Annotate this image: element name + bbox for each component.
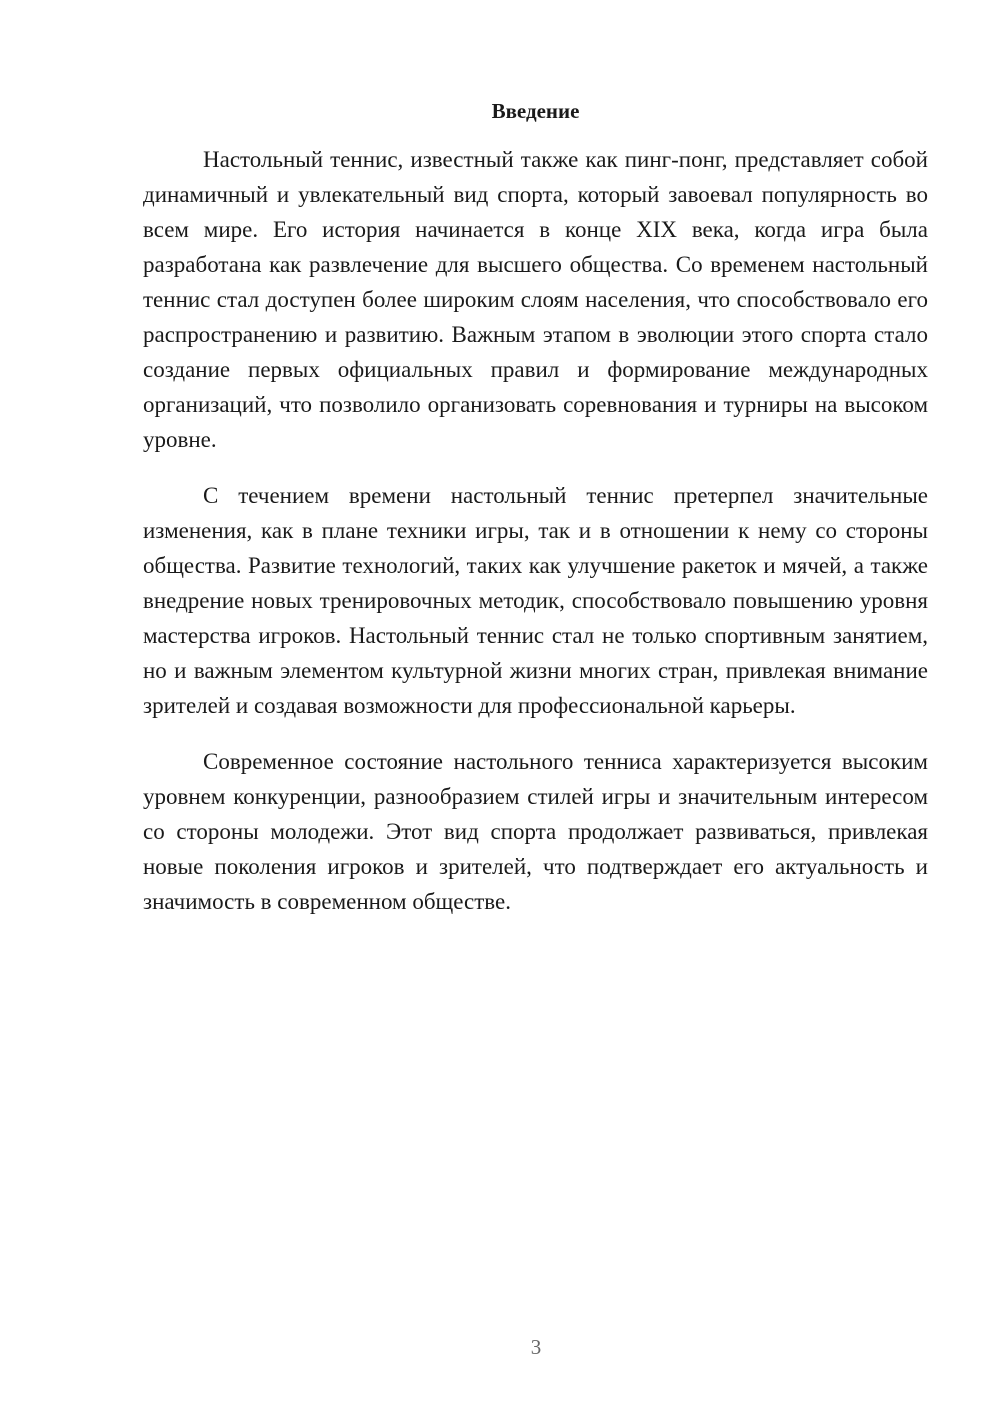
body-text xyxy=(143,142,928,940)
paragraph-2: С течением времени настольный теннис претерпел значительные изменения, как в плане техники игры, так и в отношении к нему со стороны общества. Развитие технологий, таких как улучшение ракеток и мячей, а также внедрение новых тренировочных методик, способствовало повышению уровня мастерства игроков. Настольный теннис стал не только спортивным занятием, но и важным элементом культурной жизни многих стран, привлекая внимание зрителей и создавая возможности для профессиональной карьеры. xyxy=(143,483,928,718)
section-heading: Введение xyxy=(491,99,580,123)
paragraph-1: Настольный теннис, известный также как пинг-понг, представляет собой динамичный и увлекательный вид спорта, который завоевал популярность во всем мире. Его история начинается в конце XIX века, когда игра была разработана как развлечение для высшего общества. Со временем настольный теннис стал доступен более широким слоям населения, что способствовало его распространению и развитию. Важным этапом в эволюции этого спорта стало создание первых официальных правил и формирование международных организаций, что позволило организовать соревнования и турниры на высоком уровне. xyxy=(143,147,928,452)
paragraph-3: Современное состояние настольного тенниса характеризуется высоким уровнем конкуренции, разнообразием стилей игры и значительным интересом со стороны молодежи. Этот вид спорта продолжает развиваться, привлекая новые поколения игроков и зрителей, что подтверждает его актуальность и значимость в современном обществе. xyxy=(143,749,928,914)
page-number: 3 xyxy=(530,1335,542,1359)
